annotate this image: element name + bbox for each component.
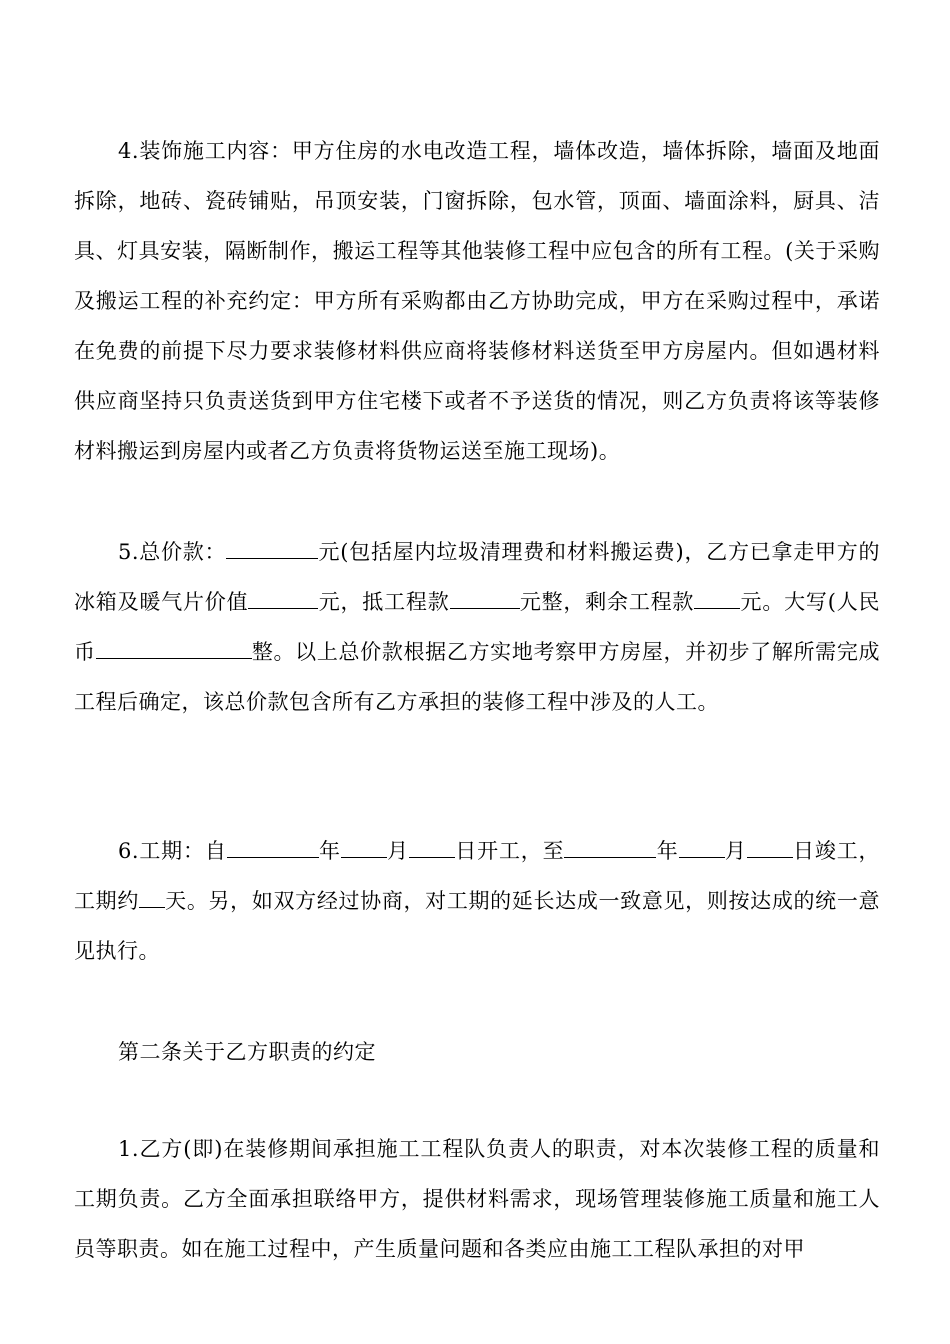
blank-start-month xyxy=(341,837,387,858)
text-segment: 日开工，至 xyxy=(454,839,565,863)
blank-fridge-value xyxy=(248,588,318,609)
section-heading-party-b-duties: 第二条关于乙方职责的约定 xyxy=(118,1040,376,1064)
paragraph-decoration-content: 4.装饰施工内容：甲方住房的水电改造工程，墙体改造，墙体拆除，墙面及地面拆除，地砖、瓷砖铺贴，吊顶安装，门窗拆除，包水管，顶面、墙面涂料，厨具、洁具、灯具安装，隔断制作，搬运工程等其他装修工程中应包含的所有工程。(关于采购及搬运工程的补充约定：甲方所有采购都由乙方协助完成，甲方在采购过程中，承诺在免费的前提下尽力要求装修材料供应商将装修材料送货至甲方房屋内。但如遇材料供应商坚持只负责送货到甲方住宅楼下或者不予送货的情况，则乙方负责将该等装修材料搬运到房屋内或者乙方负责将货物运送至施工现场)。 xyxy=(74,139,880,463)
text-segment: 日竣工，工期约 xyxy=(74,839,881,913)
blank-end-month xyxy=(679,837,725,858)
text-segment: 元，抵工程款 xyxy=(318,590,450,614)
text-segment: 天。另，如双方经过协商，对工期的延长达成一致意见，则按达成的统一意见执行。 xyxy=(74,889,880,963)
text-segment: 年 xyxy=(656,839,679,863)
text-segment: 整。以上总价款根据乙方实地考察甲方房屋，并初步了解所需完成工程后确定，该总价款包含所有乙方承担的装修工程中涉及的人工。 xyxy=(74,640,881,714)
blank-offset-amount xyxy=(450,588,520,609)
blank-end-year xyxy=(564,837,656,858)
blank-end-day xyxy=(747,837,793,858)
text-segment: 元。大写(人民币 xyxy=(74,590,881,664)
text-segment: 6.工期：自 xyxy=(118,839,227,863)
text-segment: 月 xyxy=(724,839,747,863)
blank-start-day xyxy=(409,837,455,858)
blank-duration-days xyxy=(139,887,165,908)
text-segment: 年 xyxy=(318,839,341,863)
text-segment: 元(包括屋内垃圾清理费和材料搬运费)，乙方已拿走甲方的冰箱及暖气片价值 xyxy=(74,540,880,614)
blank-start-year xyxy=(227,837,319,858)
blank-total-amount xyxy=(226,538,318,559)
blank-rmb-uppercase xyxy=(96,638,252,659)
text-segment: 元整，剩余工程款 xyxy=(519,590,695,614)
text-segment: 5.总价款： xyxy=(118,540,227,564)
paragraph-construction-period xyxy=(74,826,880,976)
paragraph-party-b-responsibility: 1.乙方(即)在装修期间承担施工工程队负责人的职责，对本次装修工程的质量和工期负责。乙方全面承担联络甲方，提供材料需求，现场管理装修施工质量和施工人员等职责。如在施工过程中，产生质量问题和各类应由施工工程队承担的对甲 xyxy=(74,1137,880,1261)
blank-remaining-amount xyxy=(694,588,740,609)
text-segment: 月 xyxy=(386,839,409,863)
paragraph-total-price xyxy=(74,527,880,727)
